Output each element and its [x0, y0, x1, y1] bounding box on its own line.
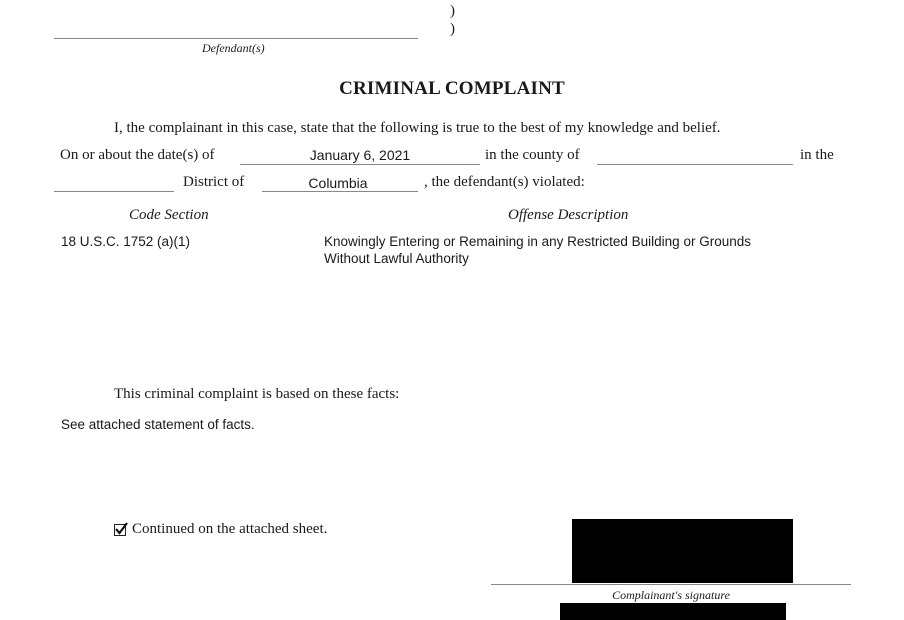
date-value: January 6, 2021	[309, 147, 411, 163]
code-section-header: Code Section	[129, 207, 209, 223]
checkmark-icon	[114, 522, 128, 536]
district-blank-line	[54, 191, 174, 192]
district-row-suffix: , the defendant(s) violated:	[424, 174, 585, 190]
continued-checkbox[interactable]	[114, 524, 126, 536]
caption-paren-1: )	[450, 3, 455, 19]
redacted-name-block	[560, 603, 786, 620]
continued-label: Continued on the attached sheet.	[132, 521, 328, 537]
defendant-name-line	[54, 38, 418, 39]
offense-code: 18 U.S.C. 1752 (a)(1)	[61, 234, 191, 249]
district-value: Columbia	[308, 175, 368, 191]
offense-description-line-2: Without Lawful Authority	[324, 251, 469, 266]
offense-description-line-1: Knowingly Entering or Remaining in any Restricted Building or Grounds	[324, 234, 751, 249]
county-line	[597, 164, 793, 165]
redacted-signature-block	[572, 519, 793, 583]
defendant-label: Defendant(s)	[202, 41, 265, 55]
caption-paren-2: )	[450, 21, 455, 37]
date-row-prefix: On or about the date(s) of	[60, 147, 215, 163]
district-label: District of	[183, 174, 245, 190]
offense-description-header: Offense Description	[508, 207, 629, 223]
date-line	[240, 164, 480, 165]
county-label: in the county of	[485, 147, 580, 163]
signature-label: Complainant's signature	[612, 588, 730, 602]
intro-statement: I, the complainant in this case, state that the following is true to the best of my knowledge and belief.	[114, 120, 721, 136]
district-line	[262, 191, 418, 192]
facts-value: See attached statement of facts.	[61, 417, 255, 432]
date-row-suffix: in the	[800, 147, 834, 163]
page-title: CRIMINAL COMPLAINT	[339, 78, 565, 99]
facts-label: This criminal complaint is based on these facts:	[114, 386, 400, 402]
signature-line	[491, 584, 851, 585]
